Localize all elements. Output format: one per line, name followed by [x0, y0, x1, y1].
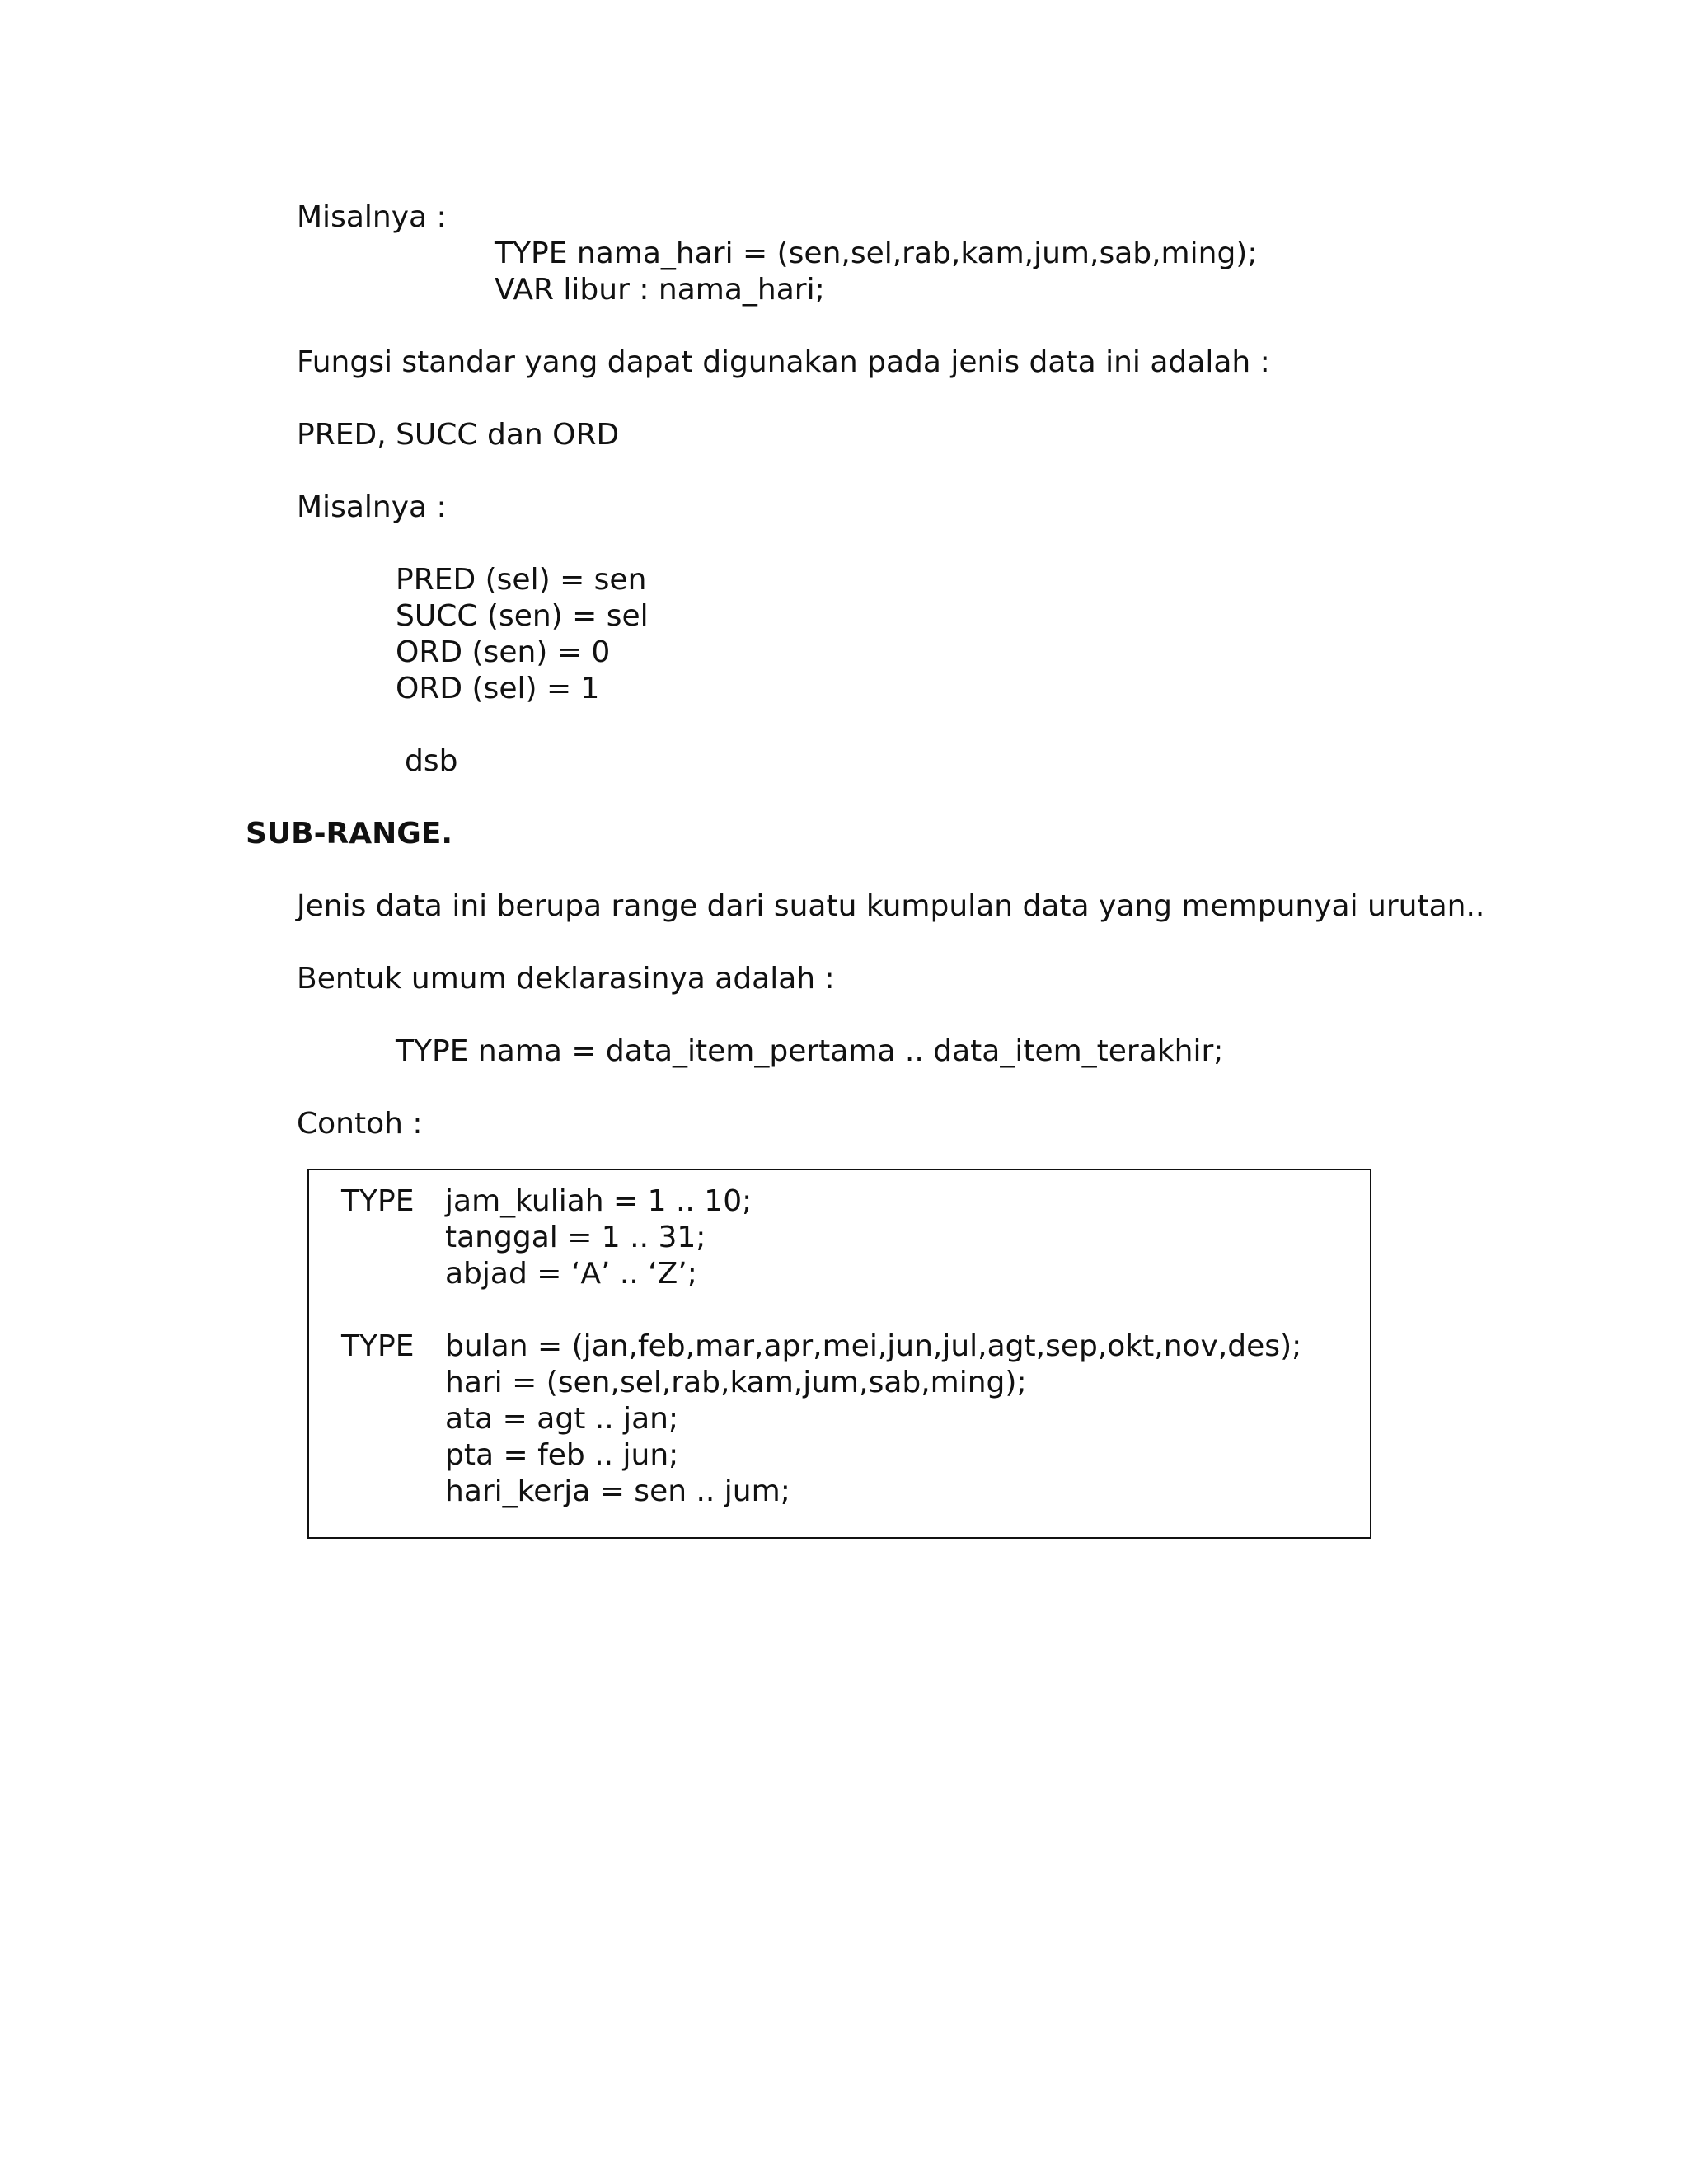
type-declaration: TYPE nama_hari = (sen,sel,rab,kam,jum,sab,ming);: [495, 237, 1258, 270]
intro-label: Misalnya :: [297, 200, 447, 234]
function-example: ORD (sel) = 1: [396, 672, 600, 705]
code-line: bulan = (jan,feb,mar,apr,mei,jun,jul,agt,sep,okt,nov,des);: [445, 1329, 1302, 1363]
function-example: ORD (sen) = 0: [396, 635, 611, 669]
standard-functions-list: PRED, SUCC dan ORD: [297, 418, 620, 452]
section-heading: SUB-RANGE.: [246, 817, 453, 851]
subrange-description: Jenis data ini berupa range dari suatu kumpulan data yang mempunyai urutan..: [297, 889, 1485, 923]
function-example: SUCC (sen) = sel: [396, 599, 649, 633]
general-form-code: TYPE nama = data_item_pertama .. data_item_terakhir;: [396, 1034, 1224, 1068]
example-label: Contoh :: [297, 1107, 423, 1141]
type-keyword: TYPE: [341, 1184, 415, 1218]
var-declaration: VAR libur : nama_hari;: [495, 273, 825, 307]
code-line: tanggal = 1 .. 31;: [445, 1221, 706, 1254]
standard-functions-sentence: Fungsi standar yang dapat digunakan pada jenis data ini adalah :: [297, 345, 1270, 379]
functions-example-label: Misalnya :: [297, 490, 447, 524]
type-keyword: TYPE: [341, 1329, 415, 1363]
code-line: pta = feb .. jun;: [445, 1438, 679, 1472]
code-line: hari = (sen,sel,rab,kam,jum,sab,ming);: [445, 1366, 1027, 1399]
code-line: abjad = ‘A’ .. ‘Z’;: [445, 1257, 697, 1291]
general-form-label: Bentuk umum deklarasinya adalah :: [297, 962, 835, 996]
etc-text: dsb: [405, 744, 458, 778]
code-line: jam_kuliah = 1 .. 10;: [445, 1184, 753, 1218]
code-line: hari_kerja = sen .. jum;: [445, 1474, 790, 1508]
code-line: ata = agt .. jan;: [445, 1402, 679, 1436]
function-example: PRED (sel) = sen: [396, 563, 647, 597]
